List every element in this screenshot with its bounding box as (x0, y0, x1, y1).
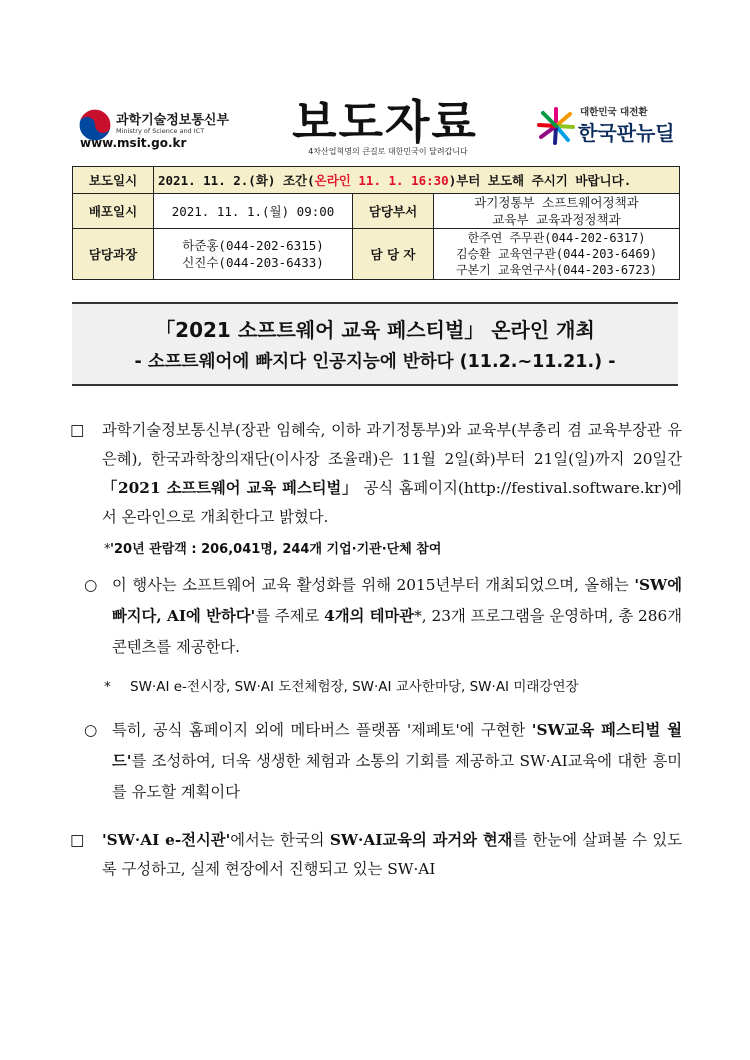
ministry-url: www.msit.go.kr (80, 136, 187, 150)
department-label: 담당부서 (353, 194, 434, 229)
paragraph-2: □ 'SW·AI e-전시관'에서는 한국의 SW·AI교육의 과거와 현재를 한눈에 살펴볼 수 있도록 구성하고, 실제 현장에서 진행되고 있는 SW·AI (70, 826, 682, 884)
visitor-note: * '20년 관람객 : 206,041명, 244개 기업·기관·단체 참여 (104, 542, 442, 557)
bullet-metaverse: ○ 특히, 공식 홈페이지 외에 메타버스 플랫폼 '제페토'에 구현한 'SW교육 페스티벌 월드'를 조성하여, 더욱 생생한 체험과 소통의 기회를 제공하고 SW·AI교육에 대한 흥미를 유도할 계획이다 (70, 715, 682, 808)
slogan: 4차산업혁명의 큰길로 대한민국이 달려갑니다 (308, 147, 468, 156)
distribution-label: 배포일시 (73, 194, 154, 229)
headline-main: 「2021 소프트웨어 교육 페스티벌」 온라인 개최 (155, 318, 595, 342)
burst-icon (536, 106, 576, 146)
department-value: 과기정통부 소프트웨어정책과 교육부 교육과정정책과 (434, 194, 680, 229)
section-head-value: 하준홍(044-202-6315) 신진수(044-203-6433) (154, 229, 353, 280)
section-head-label: 담당과장 (73, 229, 154, 280)
ministry-logo (78, 106, 238, 156)
bullet-theme-halls: ○ 이 행사는 소프트웨어 교육 활성화를 위해 2015년부터 개최되었으며, 올해는 'SW에 빠지다, AI에 반하다'를 주제로 4개의 테마관*, 23개 프로그램을 운영하며, 총 286개 콘텐츠를 제공한다. (70, 570, 682, 663)
ministry-name: 과학기술정보통신부 (116, 113, 230, 128)
online-release-time: 온라인 11. 1. 16:30 (314, 173, 449, 188)
article-body (70, 416, 682, 890)
contact-person-value: 한주연 주무관(044-202-6317) 김승환 교육연구관(044-203-6469) 구본기 교육연구사(044-203-6723) (434, 229, 680, 280)
headline-box (72, 302, 678, 386)
contact-person-label: 담 당 자 (353, 229, 434, 280)
distribution-value: 2021. 11. 1.(월) 09:00 (154, 194, 353, 229)
release-info-table (72, 166, 680, 280)
press-release-title: 보도자료 (292, 95, 478, 149)
circle-bullet-icon: ○ (84, 721, 98, 739)
release-time-label: 보도일시 (73, 167, 154, 194)
square-bullet-icon: □ (70, 831, 85, 849)
headline-sub: - 소프트웨어에 빠지다 인공지능에 반하다 (11.2.~11.21.) - (134, 352, 616, 372)
paragraph-1: □ 과학기술정보통신부(장관 임혜숙, 이하 과기정통부)와 교육부(부총리 겸 교육부장관 유은혜), 한국과학창의재단(이사장 조율래)은 11월 2일(화)부터 21일(일)까지 20일간 「2021 소프트웨어 교육 페스티벌」 공식 홈페이지(http://festival.software.kr)에서 온라인으로 개최한다고 밝혔다. (70, 416, 682, 532)
square-bullet-icon: □ (70, 421, 85, 439)
new-deal-name: 한국판뉴딜 (578, 121, 675, 145)
new-deal-tagline: 대한민국 대전환 (580, 107, 648, 118)
ministry-name-en: Ministry of Science and ICT (116, 127, 205, 135)
circle-bullet-icon: ○ (84, 576, 98, 594)
korean-new-deal-logo (536, 102, 686, 148)
theme-halls-footnote: * SW·AI e-전시장, SW·AI 도전체험장, SW·AI 교사한마당, SW·AI 미래강연장 (104, 679, 579, 695)
release-time-value: 2021. 11. 2.(화) 조간(온라인 11. 1. 16:30)부터 보도해 주시기 바랍니다. (154, 167, 680, 194)
